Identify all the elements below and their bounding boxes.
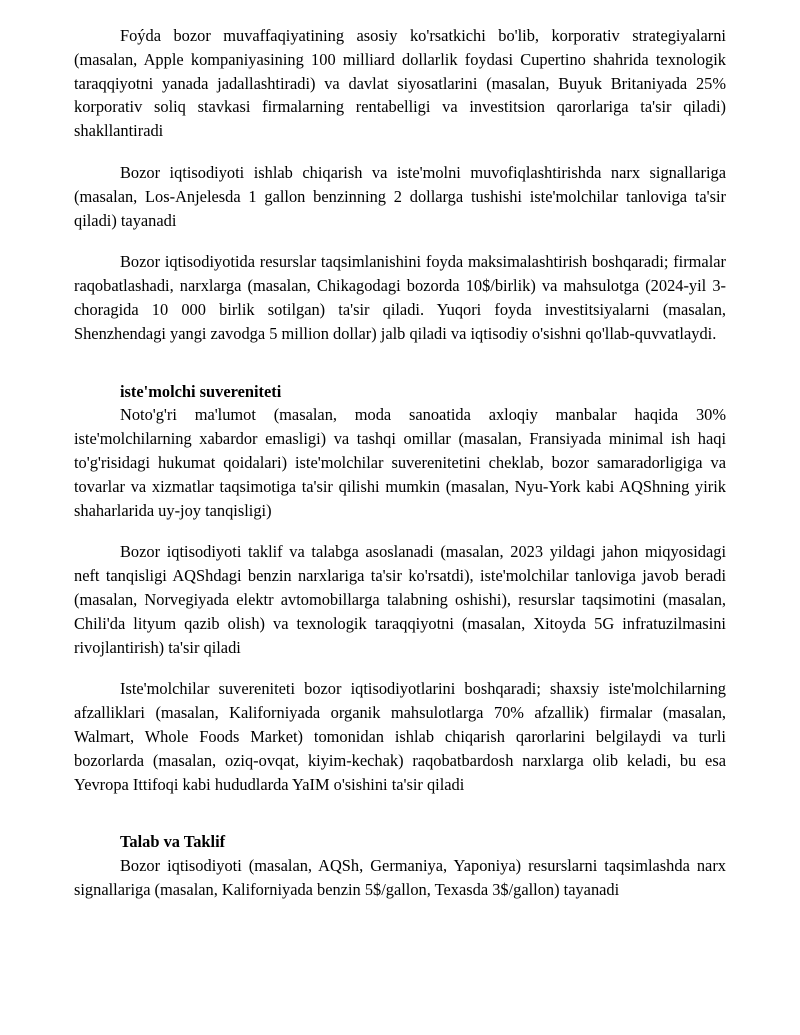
paragraph-misinformation: Noto'g'ri ma'lumot (masalan, moda sanoatida axloqiy manbalar haqida 30% iste'molchilarning xabardor emasligi) va tashqi omillar (masalan, Fransiyada minimal ish haqi to'g'risidagi hukumat qoidalari) iste'molchilar suverenitetini cheklab, bozor samaradorligiga va tovarlar va xizmatlar taqsimotiga ta'sir qilishi mumkin (masalan, Nyu-York kabi AQShning yirik shaharlarida uy-joy tanqisligi) [74,405,726,520]
paragraph-resource-allocation: Bozor iqtisodiyotida resurslar taqsimlanishini foyda maksimalashtirish boshqaradi; firmalar raqobatlashadi, narxlarga (masalan, Chikagodagi bozorda 10$/birlik) va mahsulotga (2024-yil 3-choragida 10 000 birlik sotilgan) ta'sir qiladi. Yuqori foyda investitsiyalarni (masalan, Shenzhendagi yangi zavodga 5 million dollar) jalb qiladi va iqtisodiy o'sishni qo'llab-quvvatlaydi. [74,252,726,343]
paragraph-price-signals: Bozor iqtisodiyoti ishlab chiqarish va iste'molni muvofiqlashtirishda narx signallariga (masalan, Los-Anjelesda 1 gallon benzinning 2 dollarga tushishi iste'molchilar tanloviga ta'sir qiladi) tayanadi [74,162,726,230]
paragraph-market-economy-prices: Bozor iqtisodiyoti (masalan, AQSh, Germaniya, Yaponiya) resurslarni taqsimlashda narx signallariga (masalan, Kaliforniyada benzin 5$/gallon, Texasda 3$/gallon) tayanadi [74,856,726,899]
section-heading-supply-demand: Talab va Taklif [120,832,226,852]
paragraph-profit-indicator: Foýda bozor muvaffaqiyatining asosiy ko'rsatkichi bo'lib, korporativ strategiyalarni (masalan, Apple kompaniyasining 100 milliard dollarlik foydasi Cupertino shahrida texnologik taraqqiyotni yanada jadallashtiradi) va davlat siyosatlarini (masalan, Buyuk Britaniyada 25% korporativ soliq stavkasi firmalarning rentabelligi va investitsion qarorlariga ta'sir qiladi) shakllantiradi [74,26,726,141]
paragraph-supply-demand: Bozor iqtisodiyoti taklif va talabga asoslanadi (masalan, 2023 yildagi jahon miqyosidagi neft tanqisligi AQShdagi benzin narxlariga ta'sir ko'rsatdi), iste'molchilar tanloviga javob beradi (masalan, Norvegiyada elektr avtomobillarga talabning oshishi), resurslar taqsimotini (masalan, Chili'da lityum qazib olish) va texnologik taraqqiyotni (masalan, Xitoyda 5G infratuzilmasini rivojlantirish) ta'sir qiladi [74,542,726,657]
section-heading-consumer-sovereignty: iste'molchi suvereniteti [120,381,282,401]
paragraph-consumer-preferences: Iste'molchilar suvereniteti bozor iqtisodiyotlarini boshqaradi; shaxsiy iste'molchilarning afzalliklari (masalan, Kaliforniyada organik mahsulotlarga 70% afzallik) firmalar (masalan, Walmart, Whole Foods Market) tomonidan ishlab chiqarish qarorlarini belgilaydi va turli bozorlarda (masalan, oziq-ovqat, kiyim-kechak) raqobatbardosh narxlarga olib keladi, bu esa Yevropa Ittifoqi kabi hududlarda YaIM o'sishini ta'sir qiladi [74,679,726,794]
document-page [74,24,726,920]
